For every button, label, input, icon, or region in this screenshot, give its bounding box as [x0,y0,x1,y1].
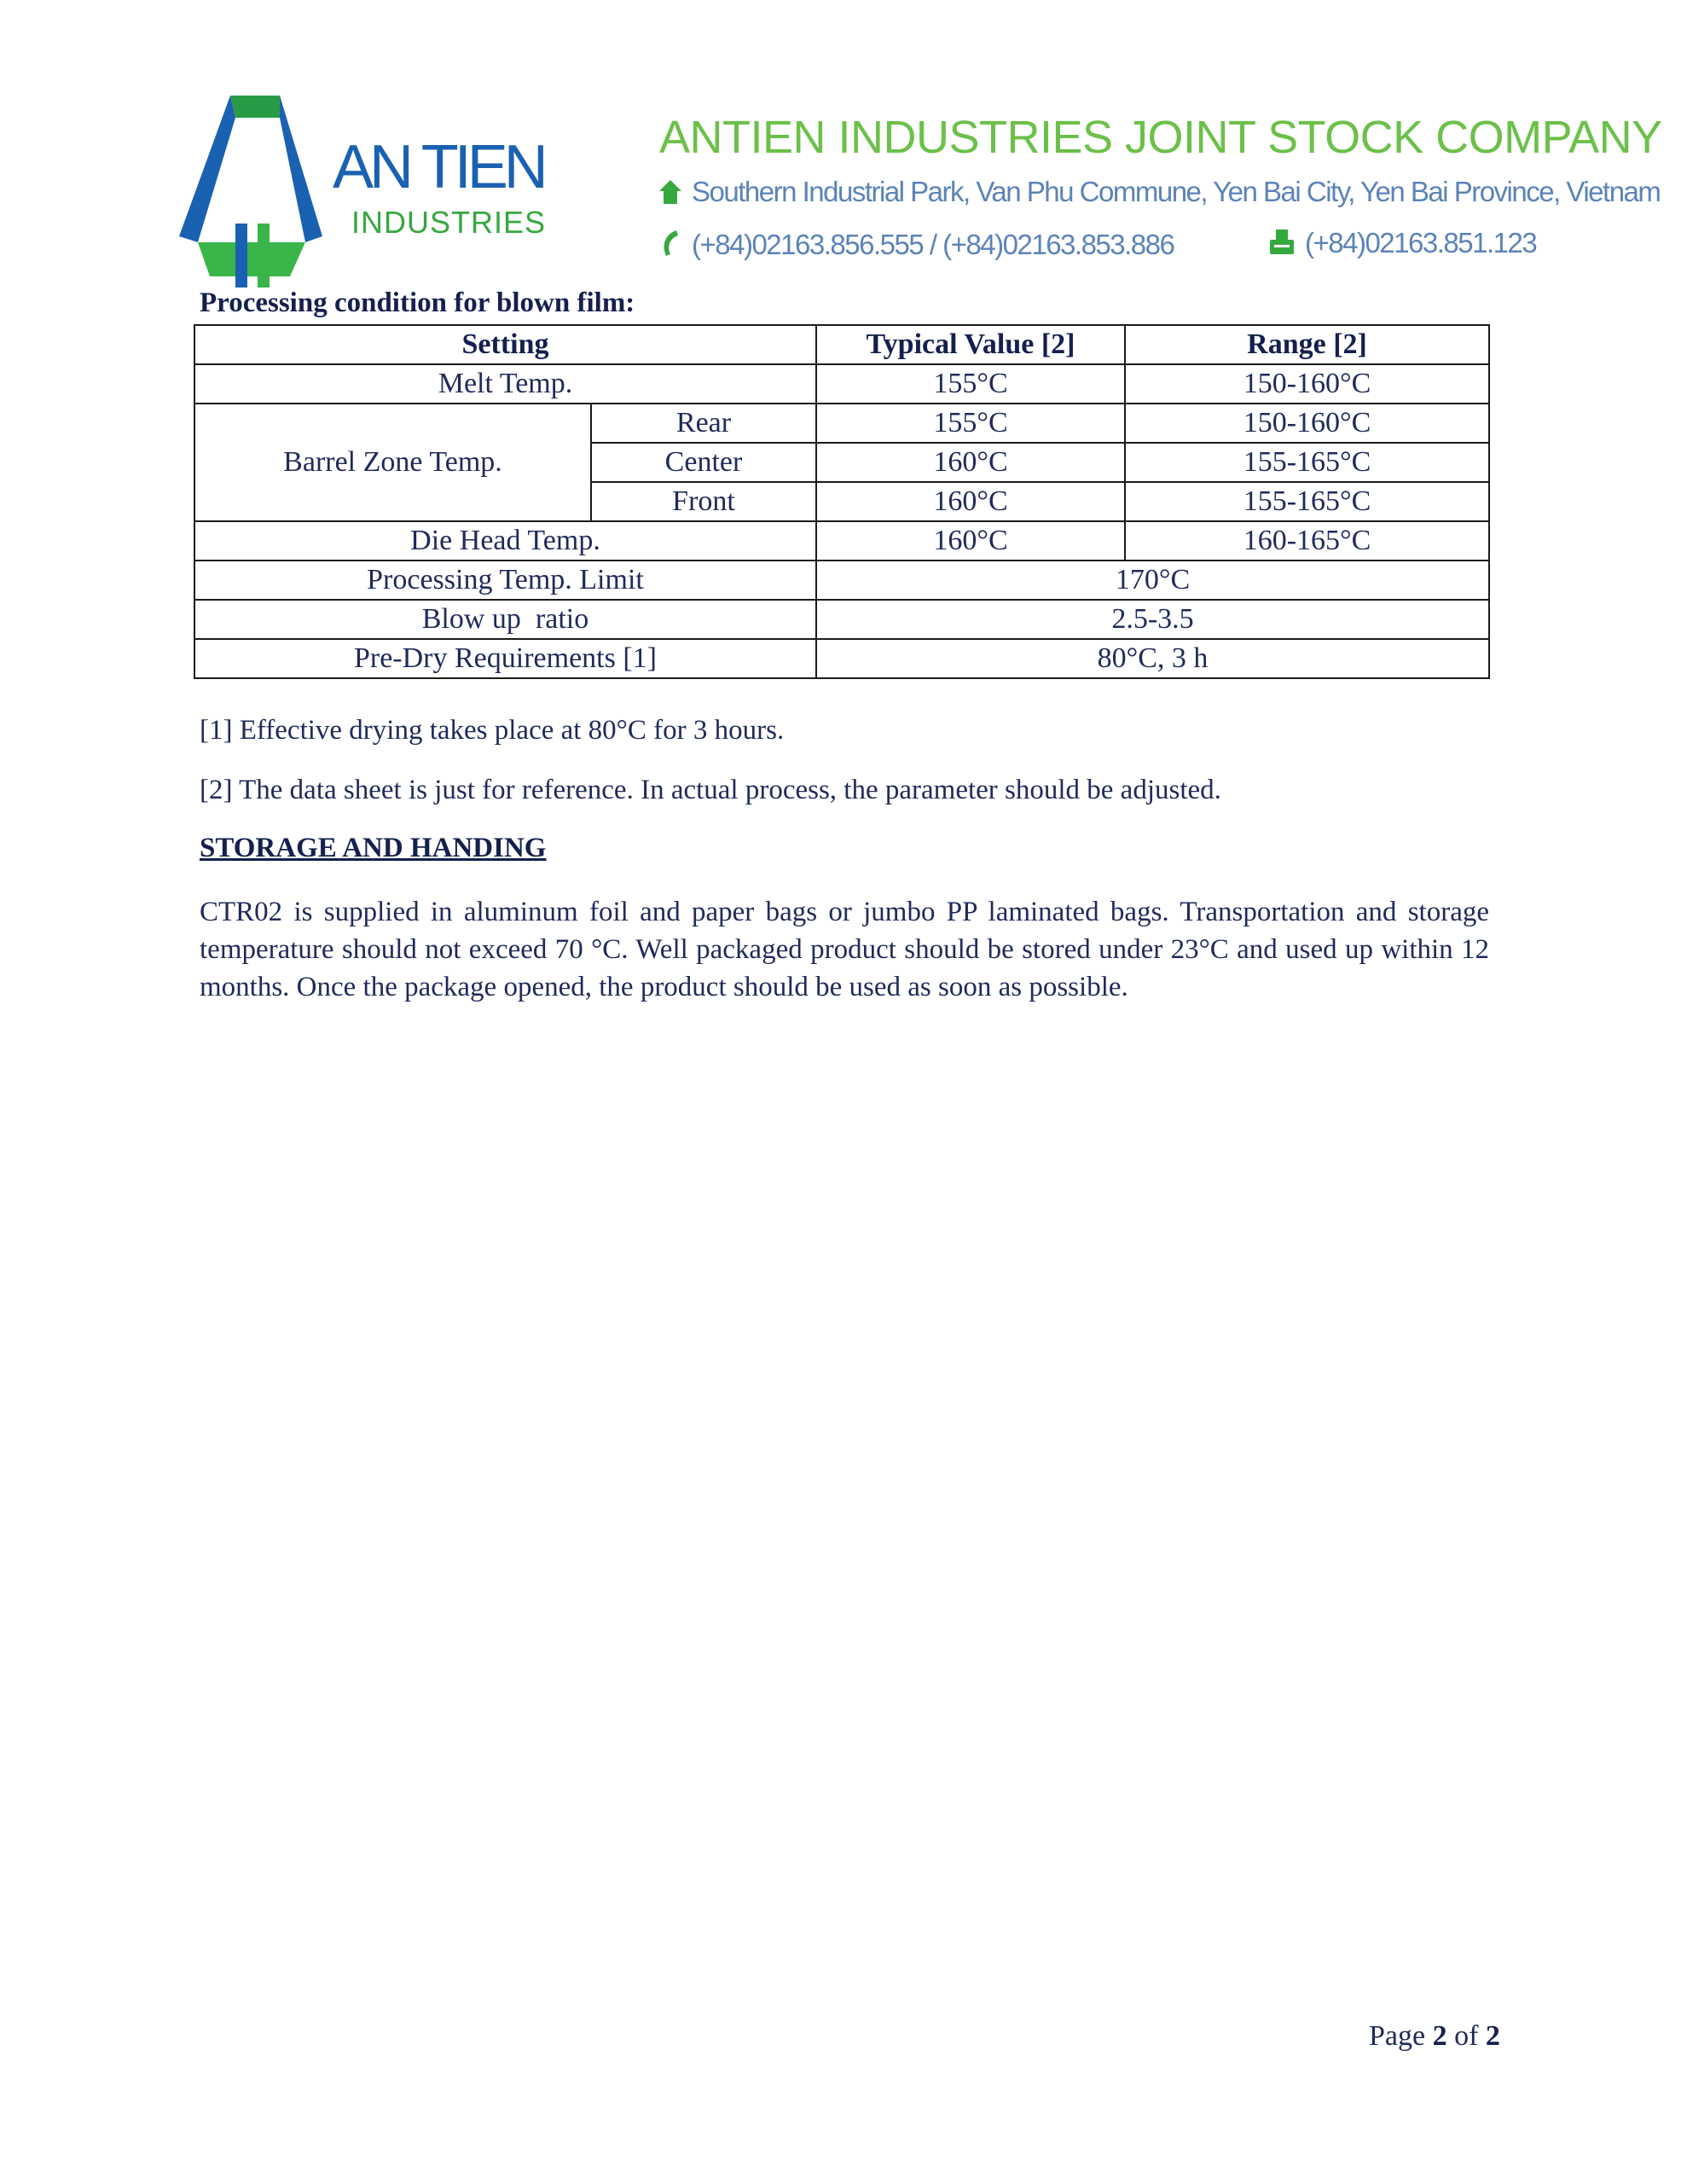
page-total: 2 [1485,2020,1500,2052]
blow-up-label: Blow up ratio [194,600,816,639]
footnote-1: [1] Effective drying takes place at 80°C for 3 hours. [200,715,785,746]
processing-conditions-table [194,324,1490,679]
front-range: 155-165°C [1125,482,1489,521]
storage-paragraph: CTR02 is supplied in aluminum foil and paper bags or jumbo PP laminated bags. Transportation and storage temperature should not exceed 70 °C. Well packaged product should be stored under 23°C and used up within 12 months. Once the package opened, the product should be used as soon as possible. [200,897,1489,1002]
center-range: 155-165°C [1125,443,1489,482]
die-head-label: Die Head Temp. [194,521,816,561]
fax-text: (+84)02163.851.123 [1305,227,1537,258]
phones-text: (+84)02163.856.555 / (+84)02163.853.886 [692,229,1174,260]
company-fax [1269,229,1536,257]
table-row [194,600,1489,639]
company-phones [659,229,1174,258]
page-of: of [1454,2020,1479,2052]
table-row [194,639,1489,678]
limit-label: Processing Temp. Limit [194,561,816,600]
table-row [194,521,1489,561]
page-number [1369,2020,1500,2053]
front-typical: 160°C [816,482,1125,521]
melt-range: 150-160°C [1125,364,1489,404]
blow-up-value: 2.5-3.5 [816,600,1489,639]
section-title: Processing condition for blown film: [200,288,635,318]
die-head-range: 160-165°C [1125,521,1489,561]
rear-range: 150-160°C [1125,404,1489,443]
company-address [659,177,1660,206]
limit-value: 170°C [816,561,1489,600]
table-header-row [194,325,1489,364]
rear-typical: 155°C [816,404,1125,443]
storage-heading: STORAGE AND HANDING [200,833,547,863]
melt-typical: 155°C [816,364,1125,404]
address-text: Southern Industrial Park, Van Phu Commune, Yen Bai City, Yen Bai Province, Vietnam [692,176,1661,207]
footnote-2: [2] The data sheet is just for reference. In actual process, the parameter should be adjusted. [200,775,1221,805]
header-range: Range [2] [1125,325,1489,364]
barrel-zone-center: Center [591,443,816,482]
pre-dry-value: 80°C, 3 h [816,639,1489,678]
table-row [194,404,1489,443]
page-prefix: Page [1369,2020,1426,2052]
home-icon [659,179,681,205]
fax-icon [1269,229,1295,256]
logo-subtitle: INDUSTRIES [351,205,547,240]
logo-word: AN TIEN [333,133,544,201]
barrel-zone-rear: Rear [591,404,816,443]
pre-dry-label: Pre-Dry Requirements [1] [194,639,816,678]
table-row [194,561,1489,600]
table-row [194,364,1489,404]
barrel-label: Barrel Zone Temp. [194,404,591,521]
company-name: ANTIEN INDUSTRIES JOINT STOCK COMPANY [659,112,1662,163]
melt-label: Melt Temp. [194,364,816,404]
phone-icon [659,229,681,258]
barrel-zone-front: Front [591,482,816,521]
die-head-typical: 160°C [816,521,1125,561]
page-current: 2 [1432,2020,1447,2052]
header-setting: Setting [194,325,816,364]
header-typical: Typical Value [2] [816,325,1125,364]
center-typical: 160°C [816,443,1125,482]
